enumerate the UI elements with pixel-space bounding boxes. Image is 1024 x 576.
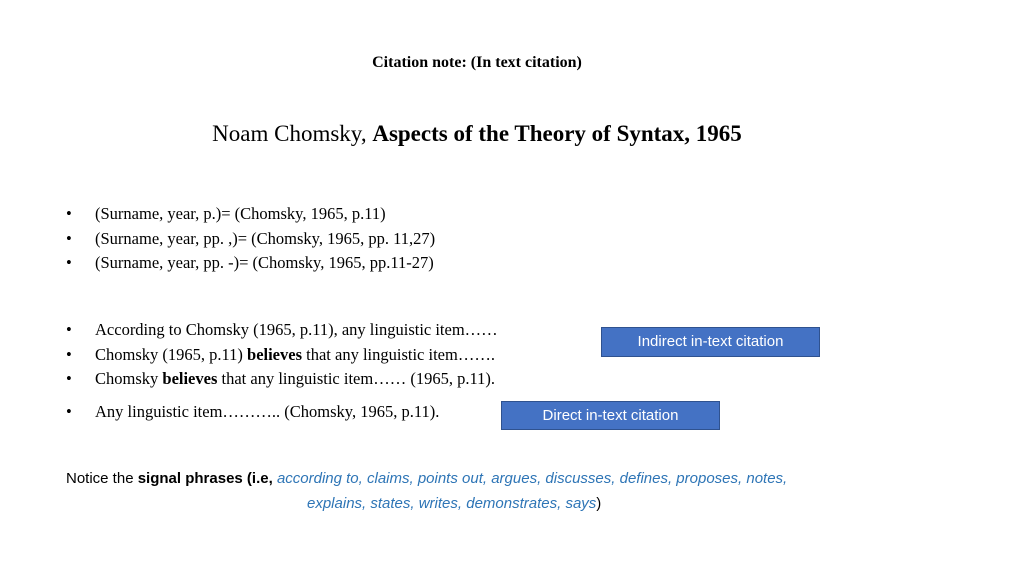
notice-line2 xyxy=(66,491,966,516)
list-item xyxy=(66,343,498,368)
example-text: According to Chomsky (1965, p.11), any linguistic item…… xyxy=(95,320,498,339)
bullet-icon: • xyxy=(66,369,72,388)
signal-phrases-note xyxy=(66,466,966,516)
list-item xyxy=(66,202,435,227)
direct-citation-label: Direct in-text citation xyxy=(501,401,720,430)
bullet-icon: • xyxy=(66,344,72,364)
signal-verbs-line2: explains, states, writes, demonstrates, says xyxy=(307,495,597,512)
bullet-icon: • xyxy=(66,204,72,223)
source-reference xyxy=(0,121,954,147)
list-item xyxy=(66,251,435,276)
signal-word: believes xyxy=(162,369,218,388)
notice-suffix: ) xyxy=(596,495,602,512)
example-text: Chomsky (1965, p.11) xyxy=(95,344,248,364)
bullet-icon: • xyxy=(66,228,72,248)
example-text: that any linguistic item…… (1965, p.11). xyxy=(217,369,495,388)
example-text: that any linguistic item……. xyxy=(302,344,495,364)
notice-bold: signal phrases (i.e, xyxy=(137,470,277,487)
bullet-icon: • xyxy=(66,402,72,421)
list-item xyxy=(66,318,498,343)
example-text: Chomsky xyxy=(95,369,163,388)
direct-examples-list xyxy=(66,400,439,425)
bullet-icon: • xyxy=(66,320,72,339)
format-text: (Surname, year, pp. -)= (Chomsky, 1965, pp.11-27) xyxy=(95,253,434,272)
list-item xyxy=(66,400,439,425)
list-item xyxy=(66,227,435,252)
format-list xyxy=(66,202,435,276)
notice-prefix: Notice the xyxy=(66,470,138,487)
indirect-citation-label: Indirect in-text citation xyxy=(601,327,820,357)
format-text: (Surname, year, pp. ,)= (Chomsky, 1965, pp. 11,27) xyxy=(95,228,436,248)
format-text: (Surname, year, p.)= (Chomsky, 1965, p.11) xyxy=(95,204,386,223)
signal-verbs-line1: according to, claims, points out, argues, discusses, defines, proposes, notes, xyxy=(276,470,788,487)
slide-title: Citation note: (In text citation) xyxy=(372,54,582,71)
source-author: Noam Chomsky, xyxy=(212,121,373,146)
indirect-examples-list xyxy=(66,318,498,392)
signal-word: believes xyxy=(247,344,303,364)
source-work: Aspects of the Theory of Syntax, 1965 xyxy=(372,121,742,146)
bullet-icon: • xyxy=(66,253,72,272)
example-text: Any linguistic item……….. (Chomsky, 1965, p.11). xyxy=(95,402,440,421)
list-item xyxy=(66,367,498,392)
